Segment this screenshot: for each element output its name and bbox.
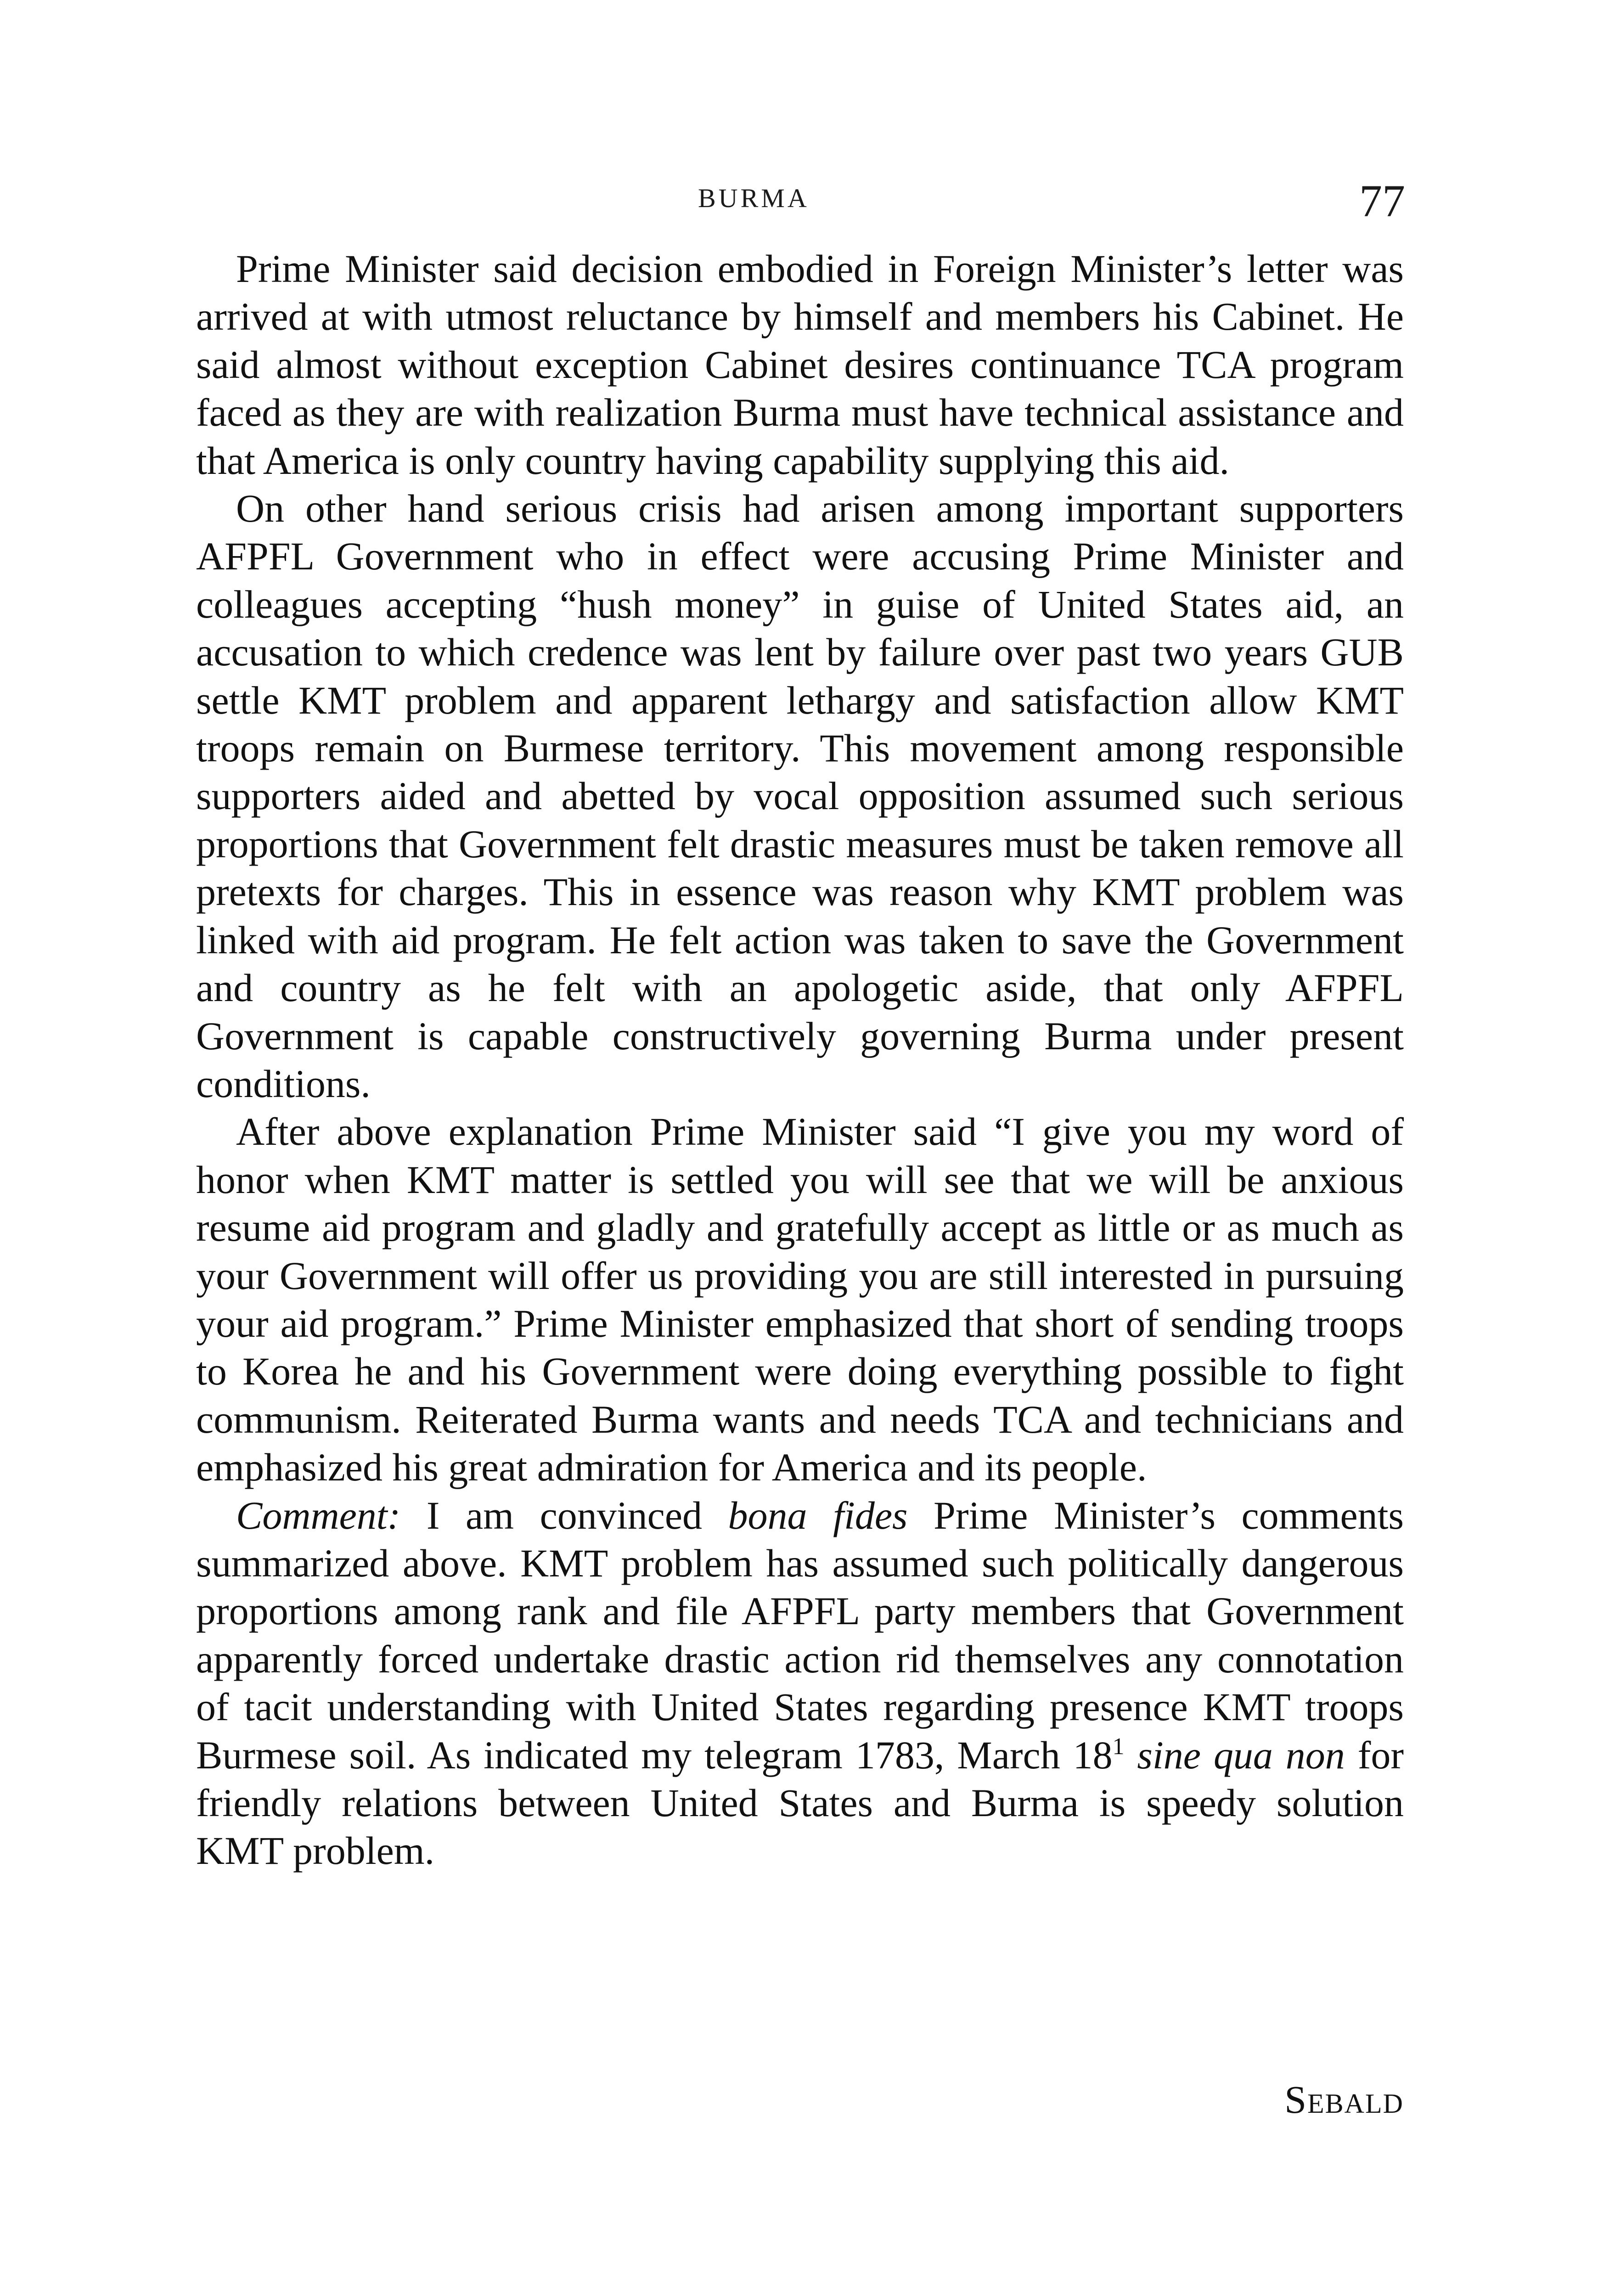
paragraph-word-of-honor: After above explanation Prime Minister said “I give you my word of honor when KMT matter is settled you will see that we will be anxious resume aid program and gladly and gratefully accept as little or as much as your Government will offer us providing you are still interested in pursuing your aid program.” Prime Minister emphasized that short of sending troops to Korea he and his Government were doing everything possible to fight communism. Reiterated Burma wants and needs TCA and technicians and emphasized his great admiration for America and its people. (196, 1109, 1404, 1490)
paragraph-comment (196, 1491, 1404, 1875)
comment-text-1: I am convinced (400, 1493, 728, 1537)
running-head (0, 174, 1598, 239)
paragraph-crisis: On other hand serious crisis had arisen among important supporters AFPFL Government who in effect were accusing Prime Minister and colleagues accepting “hush money” in guise of United States aid, an accusation to which credence was lent by failure over past two years GUB settle KMT problem and apparent lethargy and satisfaction allow KMT troops remain on Burmese territory. This movement among responsible supporters aided and abetted by vocal opposition assumed such serious proportions that Government felt drastic measures must be taken remove all pretexts for charges. This in essence was reason why KMT problem was linked with aid program. He felt action was taken to save the Government and country as he felt with an apologetic aside, that only AFPFL Government is capable constructively governing Burma under present conditions. (196, 486, 1404, 1106)
footnote-reference: 1 (1112, 1733, 1125, 1760)
page-number: 77 (1359, 175, 1405, 226)
signature: Sebald (1284, 2077, 1404, 2122)
running-title: BURMA (698, 183, 810, 213)
paragraph-cabinet-decision: Prime Minister said decision embodied in Foreign Minister’s letter was arrived at with utmost reluctance by himself and members his Cabinet. He said almost without exception Cabinet desires continuance TCA program faced as they are with realization Burma must have technical assistance and that America is only country having capability supplying this aid. (196, 247, 1404, 483)
bona-fides-phrase: bona fides (728, 1493, 908, 1537)
body-text (196, 245, 1404, 1875)
sine-qua-non-phrase: sine qua non (1124, 1733, 1345, 1777)
comment-label: Comment: (236, 1493, 401, 1537)
comment-text-2: Prime Minister’s comments summarized above. KMT problem has assumed such politically dangerous proportions among rank and file AFPFL party members that Government apparently forced undertake drastic action rid themselves any connotation of tacit understanding with United States regarding presence KMT troops Burmese soil. As indicated my telegram 1783, March 18 (196, 1493, 1404, 1777)
comment-text-3: for friendly relations between United States and Burma is speedy solution KMT problem. (196, 1733, 1404, 1873)
